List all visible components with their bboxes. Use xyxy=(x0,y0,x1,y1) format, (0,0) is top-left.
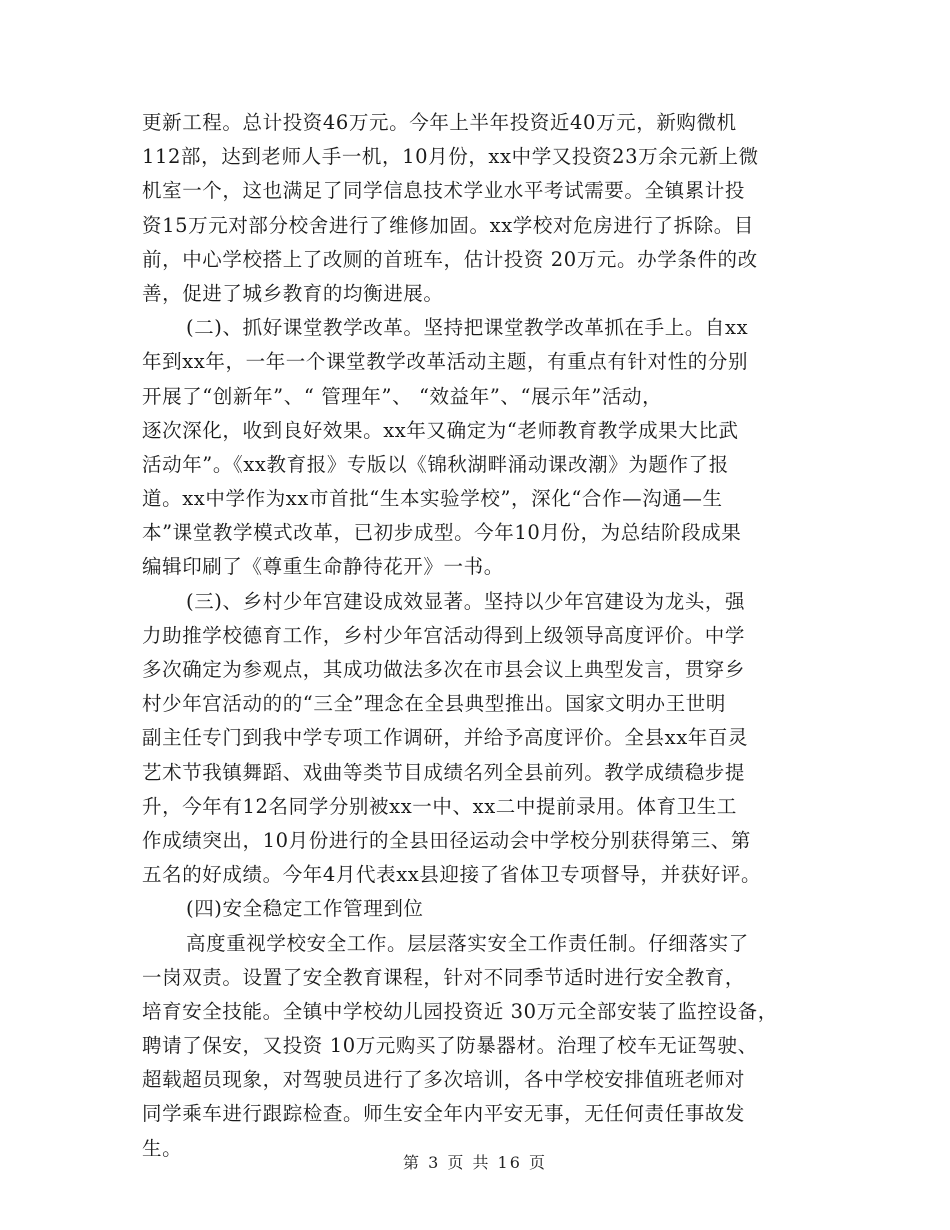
text-line: 村少年宫活动的的“三全”理念在全县典型推出。国家文明办王世明 xyxy=(142,692,726,716)
text-line: 机室一个，这也满足了同学信息技术学业水平考试需要。全镇累计投 xyxy=(142,179,746,203)
text-line: 道。xx中学作为xx市首批“生本实验学校”，深化“合作—沟通—生 xyxy=(142,487,723,511)
section-heading-4: (四)安全稳定工作管理到位 xyxy=(186,897,424,921)
text-line: 多次确定为参观点，其成功做法多次在市县会议上典型发言，贯穿乡 xyxy=(142,658,746,681)
section-heading-3: (三)、乡村少年宫建设成效显著。坚持以少年宫建设为龙头，强 xyxy=(186,589,746,613)
text-line: 升，今年有12名同学分别被xx一中、xx二中提前录用。体育卫生工 xyxy=(142,794,738,818)
text-line: 聘请了保安，又投资 10万元购买了防暴器材。治理了校车无证驾驶、 xyxy=(142,1034,758,1058)
section-heading-2: (二)、抓好课堂教学改革。坚持把课堂教学改革抓在手上。自xx xyxy=(186,316,749,340)
text-line: 超载超员现象，对驾驶员进行了多次培训，各中学校安排值班老师对 xyxy=(142,1068,746,1092)
text-line: 本”课堂教学模式改革，已初步成型。今年10月份，为总结阶段成果 xyxy=(142,521,742,545)
text-line: 一岗双责。设置了安全教育课程，针对不同季节适时进行安全教育， xyxy=(142,965,746,989)
text-line: 作成绩突出，10月份进行的全县田径运动会中学校分别获得第三、第 xyxy=(142,828,751,852)
text-line: 生。 xyxy=(142,1136,183,1160)
text-line: 开展了“创新年”、“ 管理年”、 “效益年”、“展示年”活动， xyxy=(142,384,663,408)
text-line: 编辑印刷了《尊重生命静待花开》一书。 xyxy=(142,555,504,579)
text-line: 前，中心学校搭上了改厕的首班车，估计投资 20万元。办学条件的改 xyxy=(142,247,758,271)
document-body xyxy=(142,106,822,1166)
text-line: 力助推学校德育工作，乡村少年宫活动得到上级领导高度评价。中学 xyxy=(142,623,746,647)
text-line: 善，促进了城乡教育的均衡进展。 xyxy=(142,281,444,305)
text-line: 活动年”。《xx教育报》专版以《锦秋湖畔涌动课改潮》为题作了报 xyxy=(142,452,729,476)
text-line: 艺术节我镇舞蹈、戏曲等类节目成绩名列全县前列。教学成绩稳步提 xyxy=(142,760,746,784)
text-line: 112部，达到老师人手一机，10月份，xx中学又投资23万余元新上微 xyxy=(142,145,759,169)
text-line: 逐次深化，收到良好效果。xx年又确定为“老师教育教学成果大比武 xyxy=(142,418,739,442)
text-line: 同学乘车进行跟踪检查。师生安全年内平安无事，无任何责任事故发 xyxy=(142,1102,746,1126)
text-line: 年到xx年，一年一个课堂教学改革活动主题，有重点有针对性的分别 xyxy=(142,350,749,374)
text-line: 资15万元对部分校舍进行了维修加固。xx学校对危房进行了拆除。目 xyxy=(142,213,755,237)
text-line: 培育安全技能。全镇中学校幼儿园投资近 30万元全部安装了监控设备， xyxy=(142,999,778,1023)
text-line: 五名的好成绩。今年4月代表xx县迎接了省体卫专项督导，并获好评。 xyxy=(142,863,762,887)
text-line: 副主任专门到我中学专项工作调研，并给予高度评价。全县xx年百灵 xyxy=(142,726,749,750)
page-footer: 第 3 页 共 16 页 xyxy=(403,1153,547,1172)
text-line: 高度重视学校安全工作。层层落实安全工作责任制。仔细落实了 xyxy=(186,931,749,955)
text-line: 更新工程。总计投资46万元。今年上半年投资近40万元，新购微机 xyxy=(142,111,737,134)
